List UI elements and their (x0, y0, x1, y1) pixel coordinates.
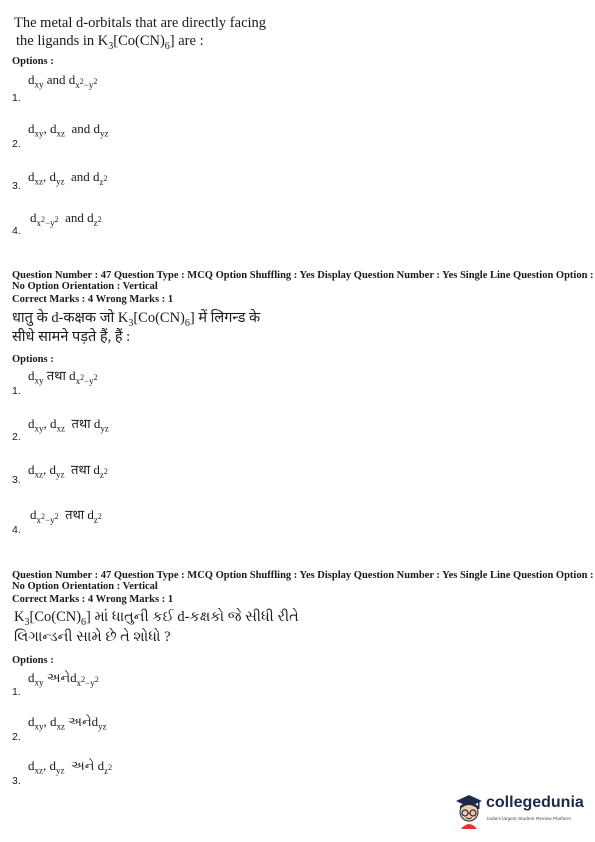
marks-info: Correct Marks : 4 Wrong Marks : 1 (12, 594, 174, 605)
logo-wordmark: collegedunia (486, 794, 584, 811)
question-meta-line2: No Option Orientation : Vertical (12, 281, 158, 292)
option-2-number: 2. (12, 431, 21, 443)
option-2-text[interactable]: $d_{xy}$, $d_{xz}$ $અનેd_{yz}$ (28, 714, 107, 732)
option-2-number: 2. (12, 731, 21, 743)
question-text-line1: धातु के d-कक्षक जो $K_3[Co(CN)_6]$ में लिगन्ड के (12, 310, 261, 329)
option-4-number: 4. (12, 524, 21, 536)
option-4-number: 4. (12, 225, 21, 237)
question-text-line2: લિગાન્ડની સામે છે તે શોધો ? (14, 629, 171, 645)
option-3-number: 3. (12, 474, 21, 486)
option-1-number: 1. (12, 385, 21, 397)
collegedunia-logo (452, 791, 590, 831)
options-label: Options : (12, 354, 54, 365)
options-label: Options : (12, 655, 54, 666)
mascot-icon (452, 791, 486, 831)
question-meta-line1: Question Number : 47 Question Type : MCQ Option Shuffling : Yes Display Question Number : Yes Single Line Question Option : (12, 570, 594, 581)
option-3-text[interactable]: $d_{xz}$, $d_{yz}$ and $d_{z^2}$ (28, 169, 108, 187)
option-1-text[interactable]: $d_{xy}$ $અનેd_{x^2-y^2}$ (28, 670, 99, 688)
question-text-line2: सीधे सामने पड़ते हैं, हैं : (12, 329, 131, 345)
option-1-text[interactable]: $d_{xy}$ तथा $d_{x^2-y^2}$ (28, 368, 98, 386)
options-label: Options : (12, 56, 54, 67)
marks-info: Correct Marks : 4 Wrong Marks : 1 (12, 294, 174, 305)
option-1-number: 1. (12, 686, 21, 698)
option-4-text[interactable]: $d_{x^2-y^2}$ तथा $d_{z^2}$ (30, 507, 102, 525)
option-3-text[interactable]: $d_{xz}$, $d_{yz}$ અને $d_{z^2}$ (28, 758, 113, 776)
question-text-line2: the ligands in $K_3[Co(CN)_6]$ are : (16, 33, 204, 52)
question-text-line1: $K_3[Co(CN)_6]$ માં ધાતુની કઈ d-કક્ષકો જે સીધી રીતે (14, 609, 299, 628)
option-3-number: 3. (12, 180, 21, 192)
logo-tagline: India's largest Student Review Platform (487, 816, 571, 821)
question-meta-line2: No Option Orientation : Vertical (12, 581, 158, 592)
question-text-line1: The metal d-orbitals that are directly facing (14, 15, 267, 31)
option-3-number: 3. (12, 775, 21, 787)
option-4-text[interactable]: $d_{x^2-y^2}$ and $d_{z^2}$ (30, 210, 102, 228)
question-meta-line1: Question Number : 47 Question Type : MCQ Option Shuffling : Yes Display Question Number : Yes Single Line Question Option : (12, 270, 594, 281)
option-1-text[interactable]: $d_{xy}$ and $d_{x^2-y^2}$ (28, 72, 98, 90)
option-2-number: 2. (12, 138, 21, 150)
option-2-text[interactable]: $d_{xy}$, $d_{xz}$ तथा $d_{yz}$ (28, 416, 109, 434)
option-3-text[interactable]: $d_{xz}$, $d_{yz}$ तथा $d_{z^2}$ (28, 462, 108, 480)
option-1-number: 1. (12, 92, 21, 104)
option-2-text[interactable]: $d_{xy}$, $d_{xz}$ and $d_{yz}$ (28, 121, 109, 139)
